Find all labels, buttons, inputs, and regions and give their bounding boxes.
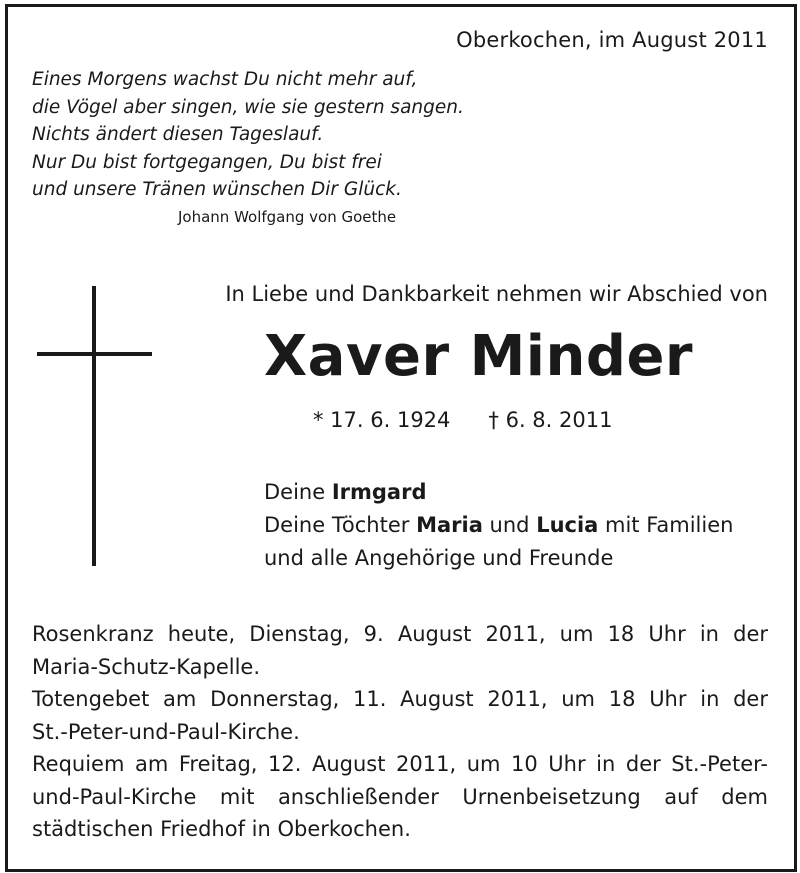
- prayer-line: St.-Peter-und-Paul-Kirche.: [32, 719, 300, 744]
- poem: [32, 66, 464, 204]
- mourner-text: Deine: [264, 480, 332, 504]
- mourner-text: Deine Töchter: [264, 513, 417, 537]
- mourner-line: [264, 509, 733, 542]
- requiem-line: Requiem am Freitag, 12. August 2011, um 10 Uhr in der St.-Peter-: [32, 752, 768, 776]
- place-date: Oberkochen, im August 2011: [456, 28, 768, 52]
- mourner-name: Irmgard: [331, 480, 427, 504]
- rosary-line: Maria-Schutz-Kapelle.: [32, 654, 261, 679]
- mourner-line: und alle Angehörige und Freunde: [264, 546, 614, 570]
- poem-line: Nichts ändert diesen Tageslauf.: [32, 124, 324, 145]
- mourner-line: [264, 476, 733, 509]
- deceased-name: Xaver Minder: [264, 324, 694, 389]
- mourner-name: Maria: [416, 513, 483, 537]
- death-date: † 6. 8. 2011: [488, 408, 613, 432]
- farewell-intro: In Liebe und Dankbarkeit nehmen wir Abschied von: [225, 282, 768, 306]
- poem-line: und unsere Tränen wünschen Dir Glück.: [32, 179, 402, 200]
- mourner-name: Lucia: [536, 513, 599, 537]
- rosary-line: Rosenkranz heute, Dienstag, 9. August 2011, um 18 Uhr in der: [32, 622, 768, 646]
- birth-date: * 17. 6. 1924: [313, 408, 451, 432]
- mourners: [264, 476, 733, 575]
- prayer-line: Totengebet am Donnerstag, 11. August 2011, um 18 Uhr in der: [32, 687, 768, 711]
- poem-line: die Vögel aber singen, wie sie gestern sangen.: [32, 96, 464, 118]
- mourner-text: mit Familien: [598, 513, 734, 537]
- cross-icon-bar: [37, 352, 152, 356]
- poem-author: Johann Wolfgang von Goethe: [178, 208, 397, 226]
- poem-line: Nur Du bist fortgegangen, Du bist frei: [32, 151, 382, 173]
- poem-line: Eines Morgens wachst Du nicht mehr auf,: [32, 69, 418, 90]
- cross-icon: [92, 286, 96, 566]
- service-details: [32, 618, 768, 846]
- life-dates: [313, 408, 612, 432]
- requiem-line: und-Paul-Kirche mit anschließender Urnenbeisetzung auf dem: [32, 784, 768, 809]
- mourner-text: und: [482, 513, 537, 537]
- requiem-line: städtischen Friedhof in Oberkochen.: [32, 817, 411, 841]
